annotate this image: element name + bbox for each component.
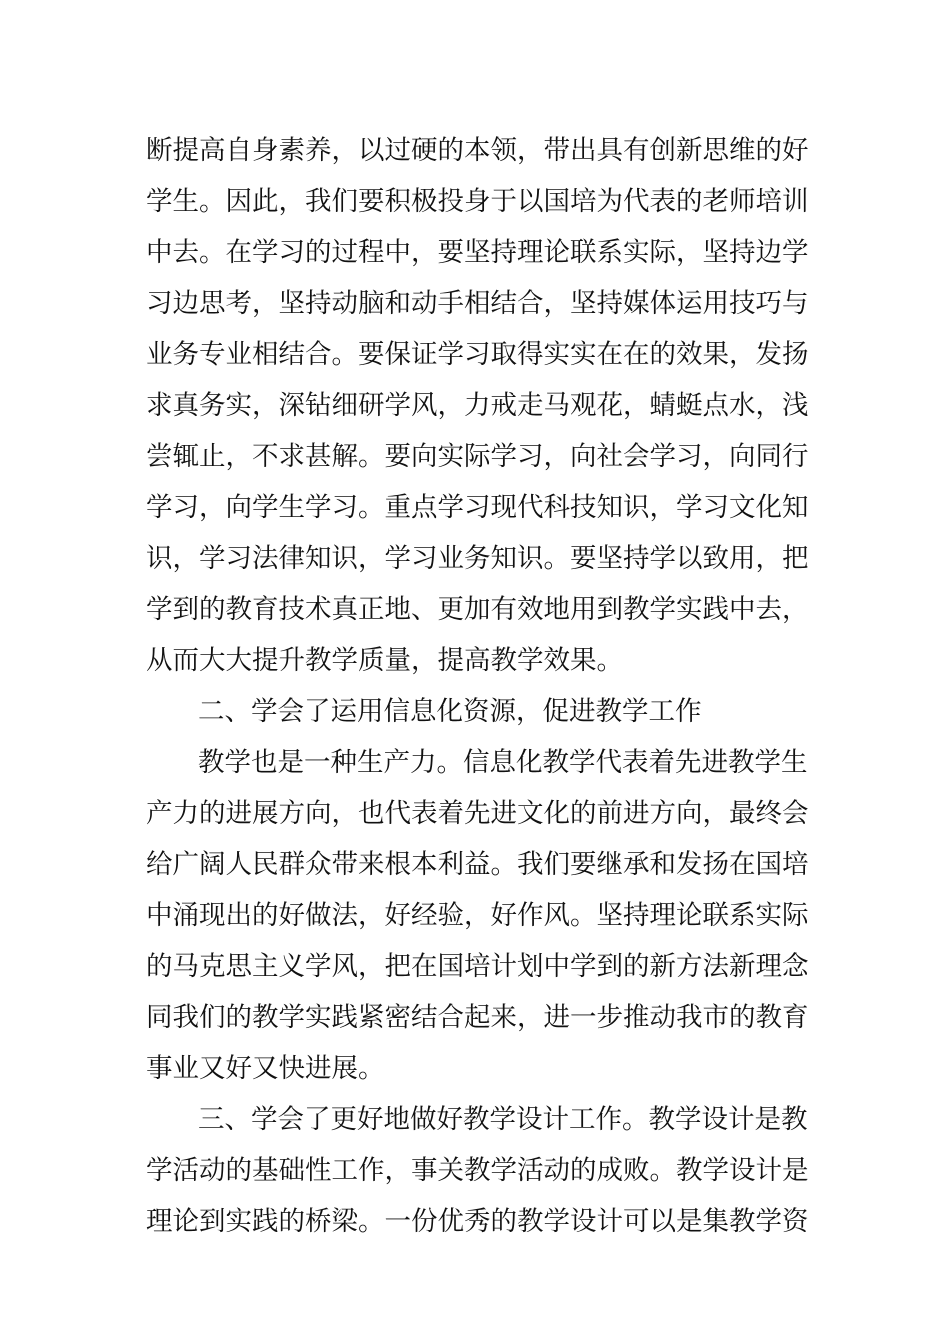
paragraph-line: 学习，向学生学习。重点学习现代科技知识，学习文化知 xyxy=(146,492,809,523)
paragraph-line: 中去。在学习的过程中，要坚持理论联系实际，坚持边学 xyxy=(146,237,809,268)
paragraph-line: 求真务实，深钻细研学风，力戒走马观花，蜻蜓点水，浅 xyxy=(146,390,809,421)
paragraph-line: 识，学习法律知识，学习业务知识。要坚持学以致用，把 xyxy=(146,543,809,574)
paragraph-line: 事业又好又快进展。 xyxy=(146,1053,385,1084)
paragraph-2 xyxy=(146,737,809,1094)
paragraph-line: 业务专业相结合。要保证学习取得实实在在的效果，发扬 xyxy=(146,339,809,370)
paragraph-line: 三、学会了更好地做好教学设计工作。教学设计是教 xyxy=(198,1104,808,1135)
paragraph-1 xyxy=(146,125,809,686)
paragraph-line: 教学也是一种生产力。信息化教学代表着先进教学生 xyxy=(198,747,808,778)
paragraph-line: 同我们的教学实践紧密结合起来，进一步推动我市的教育 xyxy=(146,1002,809,1033)
paragraph-line: 理论到实践的桥梁。一份优秀的教学设计可以是集教学资 xyxy=(146,1206,809,1237)
document-page xyxy=(146,125,809,1247)
paragraph-line: 习边思考，坚持动脑和动手相结合，坚持媒体运用技巧与 xyxy=(146,288,809,319)
paragraph-line: 学生。因此，我们要积极投身于以国培为代表的老师培训 xyxy=(146,186,809,217)
paragraph-line: 产力的进展方向，也代表着先进文化的前进方向，最终会 xyxy=(146,798,809,829)
paragraph-line: 的马克思主义学风，把在国培计划中学到的新方法新理念 xyxy=(146,951,809,982)
paragraph-3 xyxy=(146,1094,809,1247)
paragraph-line: 学到的教育技术真正地、更加有效地用到教学实践中去， xyxy=(146,594,809,625)
paragraph-line: 给广阔人民群众带来根本利益。我们要继承和发扬在国培 xyxy=(146,849,809,880)
section-heading: 二、学会了运用信息化资源，促进教学工作 xyxy=(198,696,702,727)
paragraph-line: 中涌现出的好做法，好经验，好作风。坚持理论联系实际 xyxy=(146,900,809,931)
paragraph-line: 学活动的基础性工作，事关教学活动的成败。教学设计是 xyxy=(146,1155,809,1186)
paragraph-line: 尝辄止，不求甚解。要向实际学习，向社会学习，向同行 xyxy=(146,441,809,472)
paragraph-line: 断提高自身素养，以过硬的本领，带出具有创新思维的好 xyxy=(146,135,809,166)
paragraph-line: 从而大大提升教学质量，提高教学效果。 xyxy=(146,645,623,676)
